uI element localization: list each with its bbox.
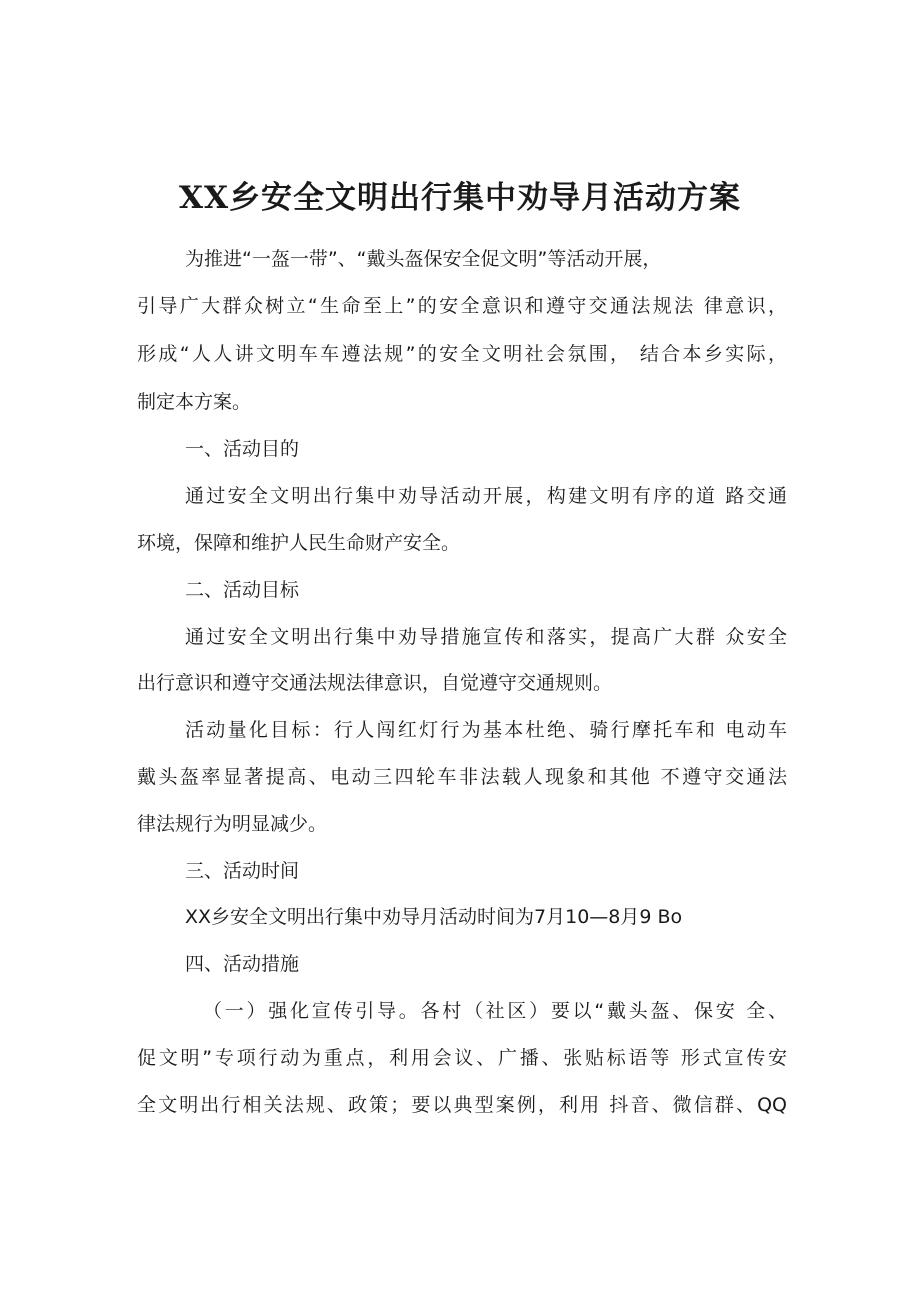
paragraph-line: 通过安全文明出行集中劝导措施宣传和落实，提高广大群 众安全 [185, 626, 787, 648]
paragraph-line: 引导广大群众树立“生命至上”的安全意识和遵守交通法规法 律意识， [137, 295, 787, 317]
paragraph-line: 律法规行为明显减少。 [137, 813, 328, 835]
section-heading: 一、活动目的 [185, 438, 300, 460]
paragraph-line: 形成“人人讲文明车车遵法规”的安全文明社会氛围， 结合本乡实际， [137, 343, 787, 365]
paragraph-line: 戴头盔率显著提高、电动三四轮车非法载人现象和其他 不遵守交通法 [137, 766, 787, 788]
paragraph-line: XX乡安全文明出行集中劝导月活动时间为7月10—8月9 Bo [185, 906, 683, 928]
document-title: XX乡安全文明出行集中劝导月活动方案 [178, 180, 742, 216]
paragraph-line: （一）强化宣传引导。各村（社区）要以“戴头盔、保安 全、 [203, 1000, 787, 1022]
section-heading: 三、活动时间 [185, 860, 300, 882]
paragraph-line: 为推进“一盔一带”、“戴头盔保安全促文明”等活动开展， [185, 248, 662, 270]
section-heading: 四、活动措施 [185, 953, 300, 975]
paragraph-line: 促文明”专项行动为重点，利用会议、广播、张贴标语等 形式宣传安 [137, 1047, 787, 1069]
section-heading: 二、活动目标 [185, 579, 300, 601]
paragraph-line: 出行意识和遵守交通法规法律意识，自觉遵守交通规则。 [137, 672, 613, 694]
paragraph-line: 活动量化目标：行人闯红灯行为基本杜绝、骑行摩托车和 电动车 [185, 719, 787, 741]
paragraph-line: 全文明出行相关法规、政策；要以典型案例，利用 抖音、微信群、QQ [137, 1094, 787, 1116]
paragraph-line: 环境，保障和维护人民生命财产安全。 [137, 532, 461, 554]
paragraph-line: 通过安全文明出行集中劝导活动开展，构建文明有序的道 路交通 [185, 485, 787, 507]
paragraph-line: 制定本方案。 [137, 391, 252, 413]
